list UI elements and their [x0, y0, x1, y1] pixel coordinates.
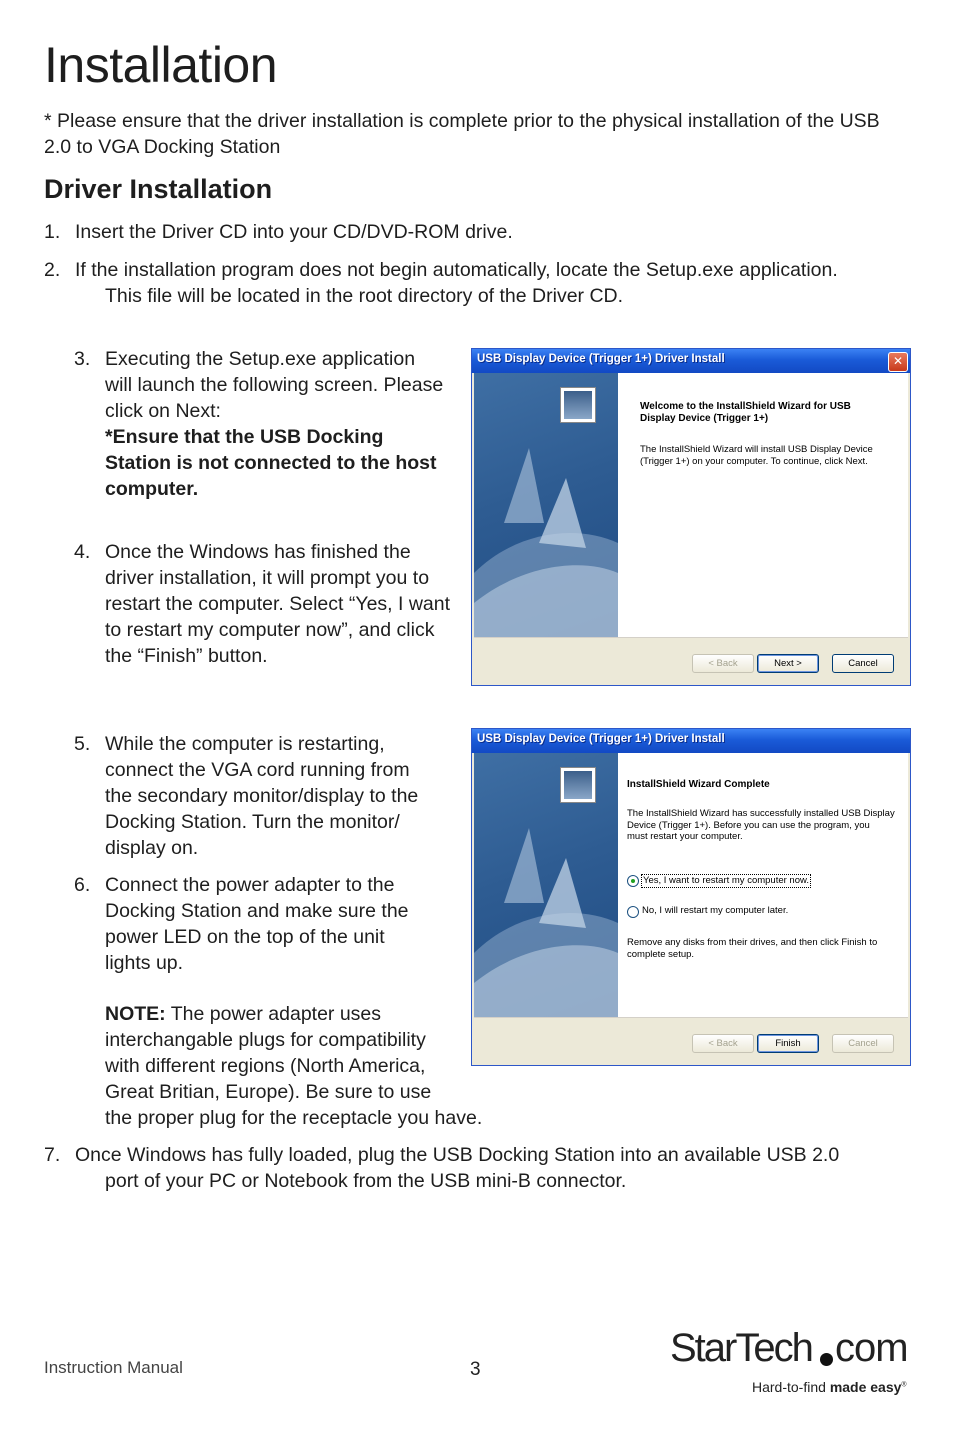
logo-tagline: Hard-to-find made easy® — [752, 1379, 907, 1395]
logo-startech: StarTech — [670, 1326, 812, 1370]
close-button[interactable]: ✕ — [888, 352, 908, 372]
banner-art — [474, 753, 618, 1017]
next-button[interactable]: Next > — [757, 654, 819, 673]
banner-art — [474, 373, 618, 637]
logo-dot-icon — [820, 1353, 833, 1366]
step-5-number: 5. — [74, 733, 91, 755]
step-3-warning-line-1: *Ensure that the USB Docking — [105, 426, 384, 448]
title-bar — [472, 729, 910, 753]
footer-manual-label: Instruction Manual — [44, 1358, 183, 1377]
welcome-heading: Welcome to the InstallShield Wizard for USB Display Device (Trigger 1+) — [640, 401, 851, 424]
installer-icon — [560, 767, 596, 803]
step-3-warning-line-3: computer. — [105, 478, 199, 500]
step-2-number: 2. — [44, 259, 61, 281]
section-heading: Driver Installation — [44, 174, 273, 204]
logo-com: com — [835, 1326, 908, 1370]
installer-icon — [560, 387, 596, 423]
complete-wizard-screenshot — [471, 728, 911, 1066]
window-title: USB Display Device (Trigger 1+) Driver Install — [477, 353, 725, 365]
step-4-number: 4. — [74, 541, 91, 563]
back-button[interactable]: < Back — [692, 1034, 754, 1053]
step-4-text: Once the Windows has finished the driver installation, it will prompt you to restart the computer. Select “Yes, I want to restart my computer now”, and click the “Finish” button. — [105, 541, 451, 667]
page-title: Installation — [44, 37, 278, 93]
step-6-number: 6. — [74, 874, 91, 896]
wizard-side-banner — [474, 753, 618, 1017]
step-6-text: Connect the power adapter to the Docking Station and make sure the power LED on the top of the unit lights up. — [105, 874, 409, 974]
restart-later-label[interactable]: No, I will restart my computer later. — [642, 905, 789, 916]
window-title: USB Display Device (Trigger 1+) Driver Install — [477, 733, 725, 745]
finish-button[interactable]: Finish — [757, 1034, 819, 1053]
restart-now-radio[interactable] — [627, 875, 639, 887]
step-3-number: 3. — [74, 348, 91, 370]
welcome-text: The InstallShield Wizard will install USB Display Device (Trigger 1+) on your computer. To continue, click Next. — [640, 444, 873, 467]
page-number: 3 — [470, 1359, 481, 1380]
step-6-note: NOTE: The power adapter uses interchangable plugs for compatibility with different regions (North America, Great Britian, Europe). Be sure to use the proper plug for the receptacle you have. — [105, 1003, 483, 1129]
restart-now-label[interactable]: Yes, I want to restart my computer now. — [643, 875, 809, 886]
wizard-button-bar — [474, 637, 908, 684]
pre-install-note-line-1: * Please ensure that the driver installation is complete prior to the physical installation of the USB — [44, 110, 880, 132]
step-1-number: 1. — [44, 221, 61, 243]
step-2-text-line-1: If the installation program does not begin automatically, locate the Setup.exe application. — [75, 259, 838, 281]
step-2-text-line-2: This file will be located in the root directory of the Driver CD. — [105, 285, 624, 307]
step-7-text-line-1: Once Windows has fully loaded, plug the USB Docking Station into an available USB 2.0 — [75, 1144, 840, 1166]
complete-heading: InstallShield Wizard Complete — [627, 779, 770, 790]
title-bar — [472, 349, 910, 373]
finish-instructions: Remove any disks from their drives, and then click Finish to complete setup. — [627, 937, 878, 960]
wizard-content — [618, 753, 908, 1017]
welcome-wizard-screenshot — [471, 348, 911, 686]
note-label: NOTE: — [105, 1003, 166, 1025]
pre-install-note-line-2: 2.0 to VGA Docking Station — [44, 136, 281, 158]
step-7-text-line-2: port of your PC or Notebook from the USB mini-B connector. — [105, 1170, 627, 1192]
step-3-text: Executing the Setup.exe application will launch the following screen. Please click on Next: *Ensure that the USB Docking Station is not connected to the host computer. — [105, 348, 444, 500]
wizard-side-banner — [474, 373, 618, 637]
cancel-button[interactable]: Cancel — [832, 654, 894, 673]
restart-later-radio[interactable] — [627, 906, 639, 918]
step-3-warning-line-2: Station is not connected to the host — [105, 452, 437, 474]
wizard-content — [618, 373, 908, 637]
complete-text: The InstallShield Wizard has successfully installed USB Display Device (Trigger 1+). Before you can use the program, you must restart your computer. — [627, 808, 895, 842]
step-7-number: 7. — [44, 1144, 61, 1166]
cancel-button[interactable]: Cancel — [832, 1034, 894, 1053]
back-button[interactable]: < Back — [692, 654, 754, 673]
wizard-button-bar — [474, 1017, 908, 1064]
step-5-text: While the computer is restarting, connect the VGA cord running from the secondary monitor/display to the Docking Station. Turn the monitor/ display on. — [105, 733, 419, 859]
startech-logo — [670, 1326, 920, 1374]
step-1-text: Insert the Driver CD into your CD/DVD-ROM drive. — [75, 221, 513, 243]
